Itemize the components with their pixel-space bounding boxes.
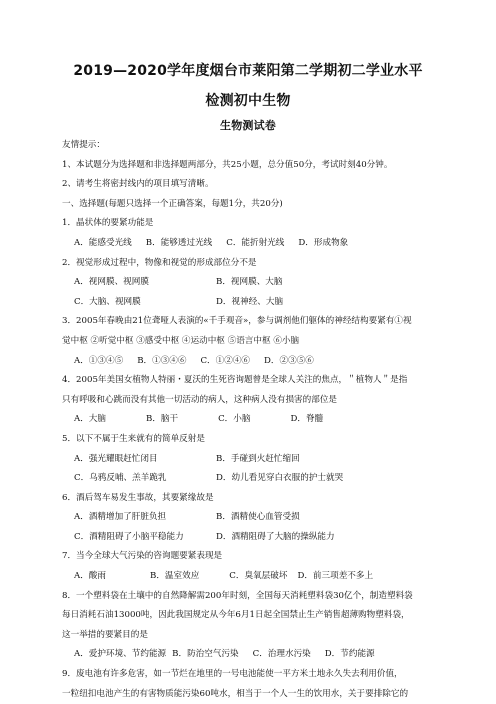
question-3-stem-line2: 觉中枢 ②听觉中枢 ③感受中枢 ④运动中枢 ⑤语言中枢 ⑥小脑: [62, 335, 300, 346]
exam-body: [62, 136, 438, 704]
q3-option-b: B．①③④⑥: [137, 355, 187, 366]
q7-option-b: B．温室效应: [150, 571, 200, 582]
question-6-options-row1: [62, 508, 438, 528]
question-4-options: [62, 410, 438, 430]
q7-option-c: C．臭氧层破坏: [229, 571, 288, 582]
q8-option-d: D．节约能源: [324, 649, 375, 660]
q1-option-c: C．能折射光线: [226, 237, 285, 248]
q1-option-b: B．能够透过光线: [145, 237, 213, 248]
tip-1: 1、本试题分为选择题和非选择题两部分，共25小题，总分值50分，考试时刻40分钟。: [62, 159, 393, 170]
question-3-stem-line1: 3．2005年春晚由21位聋哑人表演的«千手观音»，参与调剂他们躯体的神经结构要紧有①视: [62, 316, 412, 327]
q2-option-c: C．大脑、视网膜: [74, 296, 141, 307]
q3-option-d: D．②③⑤⑥: [264, 355, 314, 366]
question-5-options-row1: [62, 450, 438, 470]
exam-title-line2: 检测初中生物: [205, 93, 291, 109]
question-7-stem: 7．当今全球大气污染的咨询题要紧表现是: [62, 551, 223, 562]
question-8-options: [62, 645, 438, 665]
q5-option-c: C．乌鸦反哺、羔羊跪乳: [74, 473, 167, 484]
question-4-stem-line1: 4．2005年美国女植物人特丽・夏沃的生死咨询题曾是全球人关注的焦点，＂植物人＂是指: [62, 375, 408, 386]
q8-option-b: B．防治空气污染: [172, 649, 239, 660]
question-5-options-row2: [62, 469, 438, 489]
q8-option-c: C．治理水污染: [252, 649, 311, 660]
question-8-stem-line1: 8．一个塑料袋在土壤中的自然降解需200年时刻，全国每天消耗塑料袋30亿个，制造塑料袋: [62, 590, 413, 601]
q6-option-d: D．酒精阻碍了大脑的操纵能力: [216, 531, 335, 542]
question-8-stem-line3: 这一举措的要紧目的是: [62, 629, 148, 640]
tip-heading: 友情提示：: [62, 140, 105, 150]
q3-option-c: C．①②④⑥: [200, 355, 251, 366]
question-9-stem-line1: 9．废电池有许多危害，如一节烂在地里的一号电池能使一平方米土地永久失去利用价值，: [62, 669, 403, 680]
q6-option-c: C．酒精阻碍了小脑平稳能力: [74, 531, 184, 542]
q6-option-a: A．酒精增加了肝脏负担: [74, 512, 167, 523]
question-1-stem: 1．晶状体的要紧功能是: [62, 218, 154, 229]
question-7-options: [62, 567, 438, 587]
q5-option-b: B．手碰到火赶忙缩回: [216, 453, 300, 464]
q4-option-d: D．脊髓: [290, 414, 324, 425]
q4-option-c: C．小脑: [218, 414, 251, 425]
q4-option-b: B．脑干: [146, 414, 179, 425]
question-6-stem: 6．酒后驾车易发生事故，其要紧缘故是: [62, 492, 214, 503]
question-9-stem-line2: 一粒纽扣电池产生的有害物质能污染60吨水，相当于一个人一生的饮用水，关于要排除它的: [62, 688, 409, 699]
q7-option-a: A．酸雨: [74, 571, 106, 582]
q3-option-a: A．①③④⑤: [74, 355, 124, 366]
tip-2: 2、请考生将密封线内的项目填写清晰。: [62, 179, 214, 190]
exam-title-line1: 2019—2020学年度烟台市莱阳第二学期初二学业水平: [73, 63, 423, 79]
q7-option-d: D．前三项差不多上: [297, 571, 374, 582]
q5-option-d: D．幼儿看见穿白衣服的护士就哭: [216, 473, 344, 484]
question-3-options: [62, 352, 438, 372]
question-2-options-row1: [62, 273, 438, 293]
question-4-stem-line2: 只有呼吸和心跳而没有其他一切活动的病人，这种病人没有损害的部位是: [62, 394, 338, 405]
exam-subtitle: 生物测试卷: [220, 119, 276, 132]
q6-option-b: B．酒精使心血管受损: [216, 512, 300, 523]
question-2-options-row2: [62, 293, 438, 313]
q2-option-d: D．视神经、大脑: [216, 296, 284, 307]
q2-option-b: B．视网膜、大脑: [216, 277, 283, 288]
section-heading: 一、选择题(每题只选择一个正确答案，每题1分，共20分): [62, 198, 283, 209]
question-2-stem: 2．视觉形成过程中，物像和视觉的形成部位分不是: [62, 257, 257, 268]
q5-option-a: A．强光耀眼赶忙闭目: [74, 453, 158, 464]
question-8-stem-line2: 每日消耗石油13000吨，因此我国规定从今年6月1日起全国禁止生产销售超薄购物塑料袋，: [62, 610, 410, 621]
q4-option-a: A．大脑: [74, 414, 106, 425]
q2-option-a: A．视网膜、视网膜: [74, 277, 149, 288]
question-1-options: [62, 234, 438, 254]
q1-option-d: D．形成物象: [298, 237, 349, 248]
q8-option-a: A．爱护环境、节约能源: [74, 649, 167, 660]
question-6-options-row2: [62, 528, 438, 548]
q1-option-a: A．能感受光线: [74, 237, 132, 248]
question-5-stem: 5．以下不属于生来就有的简单反射是: [62, 433, 205, 444]
